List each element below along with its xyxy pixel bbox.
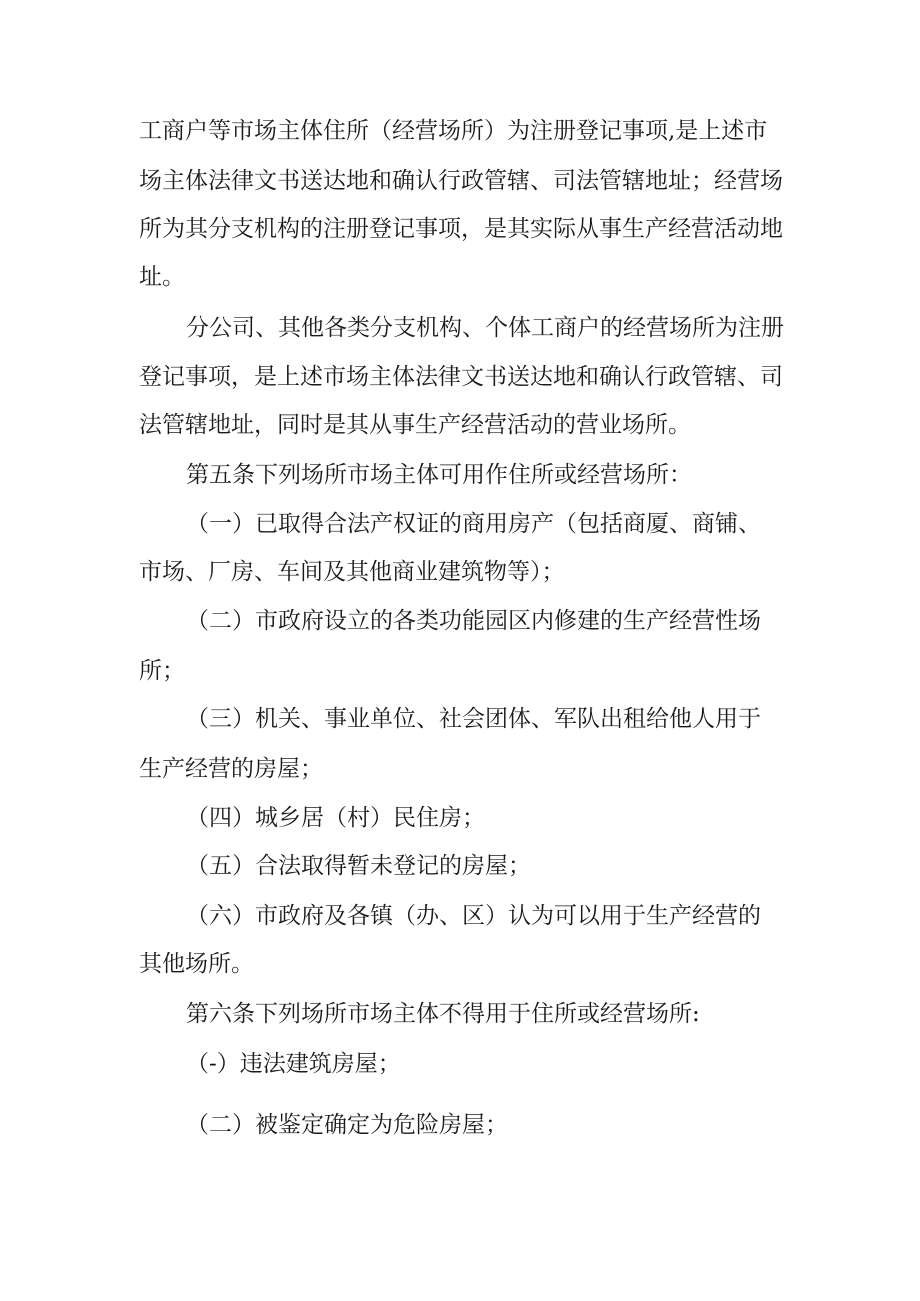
text-line: 生产经营的房屋； bbox=[139, 756, 323, 782]
text-line: 法管辖地址，同时是其从事生产经营活动的营业场所。 bbox=[139, 412, 691, 438]
text-line: 分公司、其他各类分支机构、个体工商户的经营场所为注册 bbox=[186, 315, 784, 341]
text-line: （四）城乡居（村）民住房； bbox=[186, 805, 485, 831]
text-line: （六）市政府及各镇（办、区）认为可以用于生产经营的 bbox=[186, 903, 761, 929]
text-line: 所； bbox=[139, 658, 185, 684]
text-line: （五）合法取得暂未登记的房屋； bbox=[186, 853, 531, 879]
text-line: 工商户等市场主体住所（经营场所）为注册登记事项,是上述市 bbox=[139, 118, 768, 144]
text-line: （二）被鉴定确定为危险房屋； bbox=[186, 1112, 508, 1138]
text-line: （一）已取得合法产权证的商用房产（包括商厦、商铺、 bbox=[186, 511, 761, 537]
text-line: 市场、厂房、车间及其他商业建筑物等）； bbox=[139, 559, 565, 585]
text-line: 登记事项，是上述市场主体法律文书送达地和确认行政管辖、司 bbox=[139, 364, 783, 390]
text-line: 址。 bbox=[139, 264, 185, 290]
text-line: 场主体法律文书送达地和确认行政管辖、司法管辖地址；经营场 bbox=[139, 168, 783, 194]
text-line: （-）违法建筑房屋； bbox=[186, 1051, 401, 1077]
text-line: 所为其分支机构的注册登记事项，是其实际从事生产经营活动地 bbox=[139, 216, 783, 242]
text-line: （三）机关、事业单位、社会团体、军队出租给他人用于 bbox=[186, 706, 761, 732]
text-line: 第六条下列场所市场主体不得用于住所或经营场所: bbox=[186, 1001, 700, 1027]
text-line: 第五条下列场所市场主体可用作住所或经营场所： bbox=[186, 462, 692, 488]
text-line: 其他场所。 bbox=[139, 951, 254, 977]
text-line: （二）市政府设立的各类功能园区内修建的生产经营性场 bbox=[186, 608, 761, 634]
